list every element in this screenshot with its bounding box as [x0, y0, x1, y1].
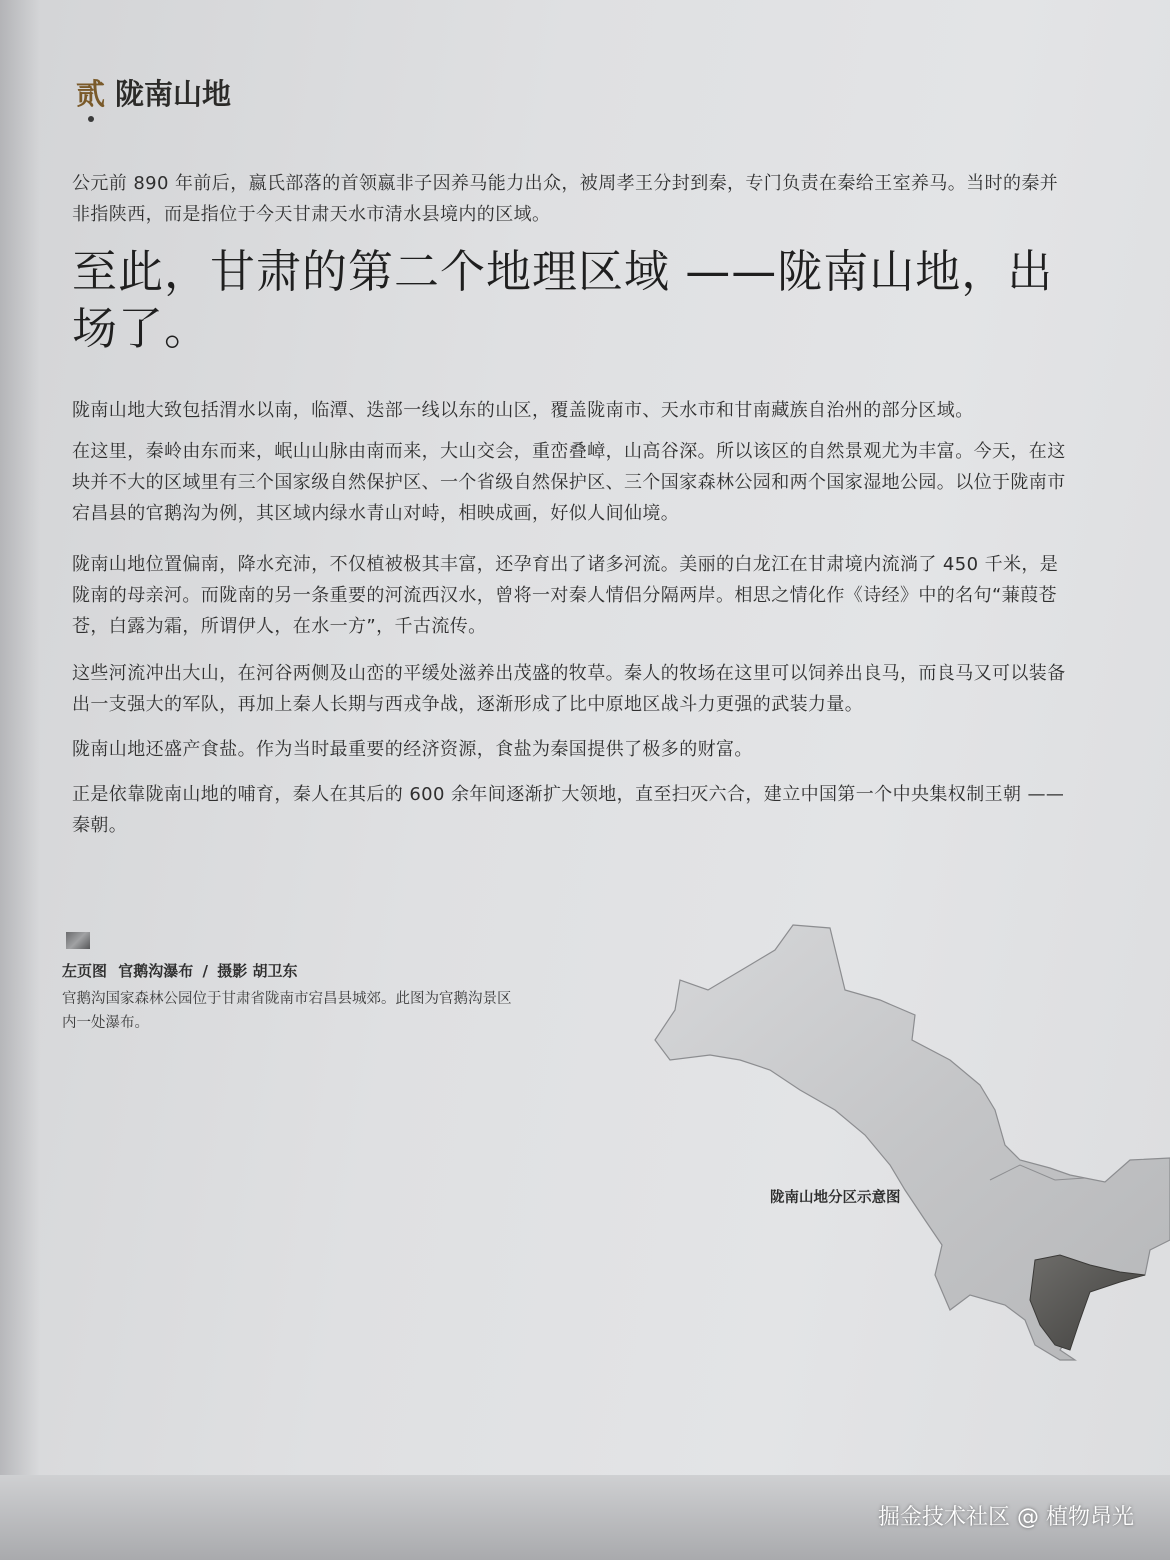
intro-paragraph: 公元前 890 年前后，嬴氏部落的首领嬴非子因养马能力出众，被周孝王分封到秦，专门负责在秦给王室养马。当时的秦并非指陕西，而是指位于今天甘肃天水市清水县境内的区域。 — [72, 173, 1059, 225]
body-paragraph: 这些河流冲出大山，在河谷两侧及山峦的平缓处滋养出茂盛的牧草。秦人的牧场在这里可以饲养出良马，而良马又可以装备出一支强大的军队，再加上秦人长期与西戎争战，逐渐形成了比中原地区战斗力更强的武装力量。 — [72, 663, 1066, 715]
body-paragraph: 正是依靠陇南山地的哺育，秦人在其后的 600 余年间逐渐扩大领地，直至扫灭六合，建立中国第一个中央集权制王朝 ——秦朝。 — [72, 784, 1065, 836]
gansu-province-shape — [655, 925, 1170, 1360]
section-heading — [76, 72, 231, 113]
binding-shadow — [0, 0, 40, 1560]
section-dot — [88, 116, 94, 122]
body-paragraph: 陇南山地还盛产食盐。作为当时最重要的经济资源，食盐为秦国提供了极多的财富。 — [72, 739, 753, 760]
body-paragraph: 陇南山地位置偏南，降水充沛，不仅植被极其丰富，还孕育出了诸多河流。美丽的白龙江在甘肃境内流淌了 450 千米，是陇南的母亲河。而陇南的另一条重要的河流西汉水，曾将一对秦人情侣分隔两岸。相思之情化作《诗经》中的名句“蒹葭苍苍，白露为霜，所谓伊人，在水一方”，千古流传。 — [72, 554, 1059, 637]
photo-thumbnail-icon — [66, 932, 90, 949]
caption-title — [62, 960, 297, 981]
watermark: 掘金技术社区 @ 植物昂光 — [878, 1505, 1134, 1530]
caption-label: 左页图 — [62, 962, 108, 980]
section-title: 陇南山地 — [115, 77, 232, 111]
headline: 至此，甘肃的第二个地理区域 ——陇南山地，出场了。 — [72, 245, 1054, 355]
body-paragraph: 陇南山地大致包括渭水以南，临潭、迭部一线以东的山区，覆盖陇南市、天水市和甘南藏族自治州的部分区域。 — [72, 400, 974, 421]
caption-photo-title: 官鹅沟瀑布 — [118, 962, 194, 980]
section-number: 贰 — [76, 77, 106, 111]
caption-credit: 摄影 胡卫东 — [217, 962, 298, 980]
caption-separator: / — [202, 962, 208, 980]
caption-text: 官鹅沟国家森林公园位于甘肃省陇南市宕昌县城郊。此图为官鹅沟景区内一处瀑布。 — [62, 991, 512, 1031]
map-label: 陇南山地分区示意图 — [770, 1190, 901, 1206]
body-paragraph: 在这里，秦岭由东而来，岷山山脉由南而来，大山交会，重峦叠嶂，山高谷深。所以该区的自然景观尤为丰富。今天，在这块并不大的区域里有三个国家级自然保护区、一个省级自然保护区、三个国家森林公园和两个国家湿地公园。以位于陇南市宕昌县的官鹅沟为例，其区域内绿水青山对峙，相映成画，好似人间仙境。 — [72, 441, 1066, 524]
gansu-region-map — [650, 920, 1170, 1370]
